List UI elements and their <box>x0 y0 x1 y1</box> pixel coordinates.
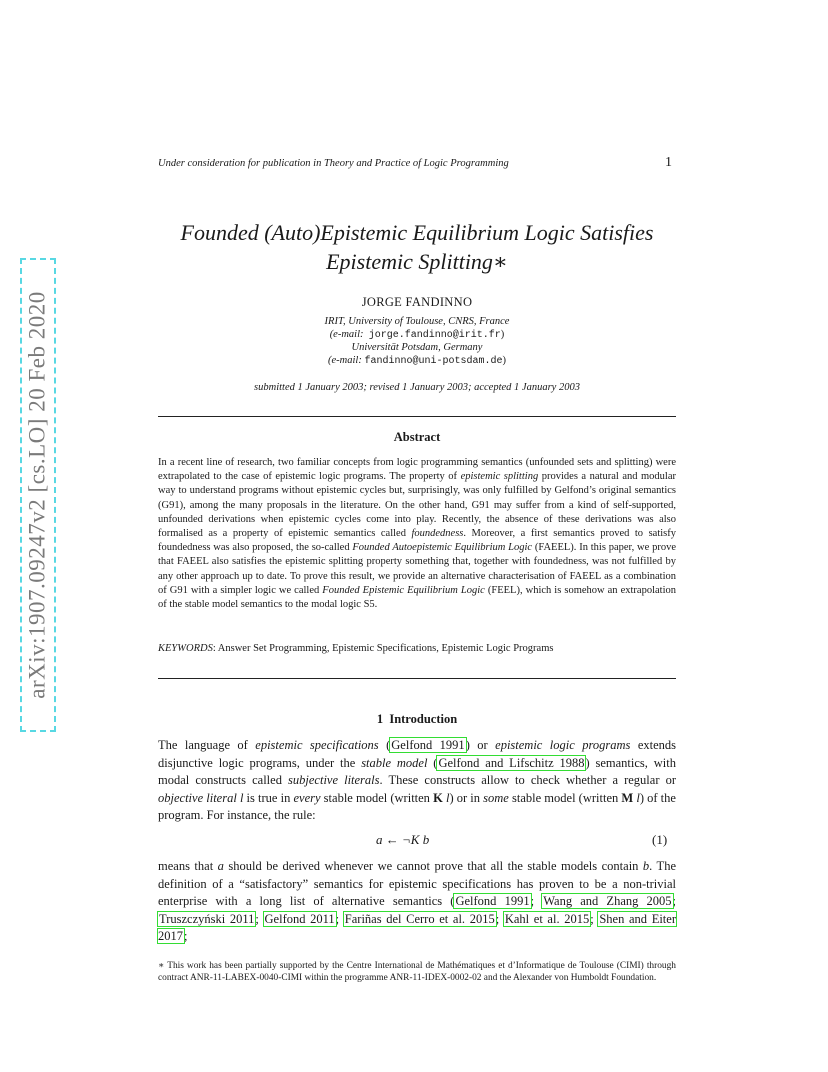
abstract-body: In a recent line of research, two familiar concepts from logic programming semantics (unfounded sets and splitting) were extrapolated to the case of epistemic logic programs. The property of epistemic splitting provides a natural and modular way to understand programs without epistemic cycles but, surprisingly, was only fulfilled by Gelfond’s original semantics (G91), among the many proposals in the literature. On the other hand, G91 may suffer from a kind of self-supported, unfounded derivations when epistemic cycles come into play. Recently, the absence of these derivations was also formalised as a property of epistemic semantics called foundedness. Moreover, a first semantics proved to satisfy foundedness was also proposed, the so-called Founded Autoepistemic Equilibrium Logic (FAEEL). In this paper, we prove that FAEEL also satisfies the epistemic splitting property something that, together with foundedness, was not fulfilled by any other approach up to date. To prove this result, we provide an alternative characterisation of FAEEL as a combination of G91 with a simpler logic we called Founded Epistemic Equilibrium Logic (FEEL), which is somehow an extrapolation of the stable model semantics to the modal logic S5. <box>158 457 677 611</box>
intro-paragraph-1: The language of epistemic specifications (Gelfond 1991) or epistemic logic programs extends disjunctive logic programs, under the stable model (Gelfond and Lifschitz 1988) semantics, with modal constructs called subjective literals. These constructs allow to check whether a regular or objective literal l is true in every stable model (written K l) or in some stable model (written M l) of the program. For instance, the rule: <box>158 738 676 823</box>
running-head: Under consideration for publication in Theory and Practice of Logic Programming <box>158 158 509 169</box>
footnote-mark: ∗ <box>158 961 165 971</box>
affiliation-1: IRIT, University of Toulouse, CNRS, France <box>324 316 510 327</box>
email-1[interactable]: jorge.fandinno@irit.fr <box>368 330 501 341</box>
paper-title <box>158 218 676 276</box>
arxiv-identifier[interactable]: arXiv:1907.09247v2 [cs.LO] 20 Feb 2020 <box>25 291 50 699</box>
abstract-heading: Abstract <box>393 430 441 444</box>
citation-link[interactable]: Gelfond and Lifschitz 1988 <box>438 755 585 770</box>
abstract-top-rule <box>158 416 676 417</box>
citation-link[interactable]: Truszczyński 2011 <box>159 911 255 926</box>
footnote: ∗ This work has been partially supported by the Centre International de Mathématiques et d’Informatique de Toulouse (CIMI) through contract ANR-11-LABEX-0040-CIMI within the programme ANR-11-IDEX-0002-02 and the Alexander von Humboldt Foundation. <box>158 961 676 984</box>
citation-link[interactable]: Wang and Zhang 2005 <box>543 894 672 909</box>
affiliation-2: Universität Potsdam, Germany <box>351 342 483 353</box>
citation-link[interactable]: Kahl et al. 2015 <box>504 911 590 926</box>
citation-link[interactable]: Fariñas del Cerro et al. 2015 <box>344 911 495 926</box>
email-line-2: (e-mail: fandinno@uni-potsdam.de) <box>328 355 506 367</box>
citation-link[interactable]: Gelfond 1991 <box>455 894 530 909</box>
title-line-1: Founded (Auto)Epistemic Equilibrium Logic Satisfies <box>180 220 654 245</box>
title-line-2: Epistemic Splitting <box>326 249 493 274</box>
abstract-bottom-rule <box>158 678 676 679</box>
equation-1: a ← ¬K b <box>376 832 430 847</box>
citation-link[interactable]: Gelfond 1991 <box>391 738 465 752</box>
citation-link[interactable]: Shen and Eiter 2017 <box>158 911 676 944</box>
keywords: KEYWORDS: Answer Set Programming, Epistemic Specifications, Epistemic Logic Programs <box>158 643 554 654</box>
citation-link[interactable]: Gelfond 2011 <box>264 911 335 926</box>
page-number: 1 <box>665 155 672 170</box>
section-heading-introduction: 1 Introduction <box>376 712 458 726</box>
intro-paragraph-2: means that a should be derived whenever we cannot prove that all the stable models contain b. The definition of a “satisfactory” semantics for epistemic specifications has proven to be a non-trivial enterprise with a long list of alternative semantics (Gelfond 1991; Wang and Zhang 2005; Truszczyński 2011; Gelfond 2011; Fariñas del Cerro et al. 2015; Kahl et al. 2015; Shen and Eiter 2017; <box>158 859 677 944</box>
title-footnote-mark[interactable]: ∗ <box>492 249 508 274</box>
email-line-1: (e-mail: jorge.fandinno@irit.fr) <box>329 329 505 341</box>
equation-number: (1) <box>652 832 668 847</box>
arxiv-stamp <box>20 258 56 732</box>
email-2[interactable]: fandinno@uni-potsdam.de <box>364 356 503 367</box>
author-name: JORGE FANDINNO <box>361 295 473 309</box>
submission-dates: submitted 1 January 2003; revised 1 January 2003; accepted 1 January 2003 <box>254 382 580 393</box>
